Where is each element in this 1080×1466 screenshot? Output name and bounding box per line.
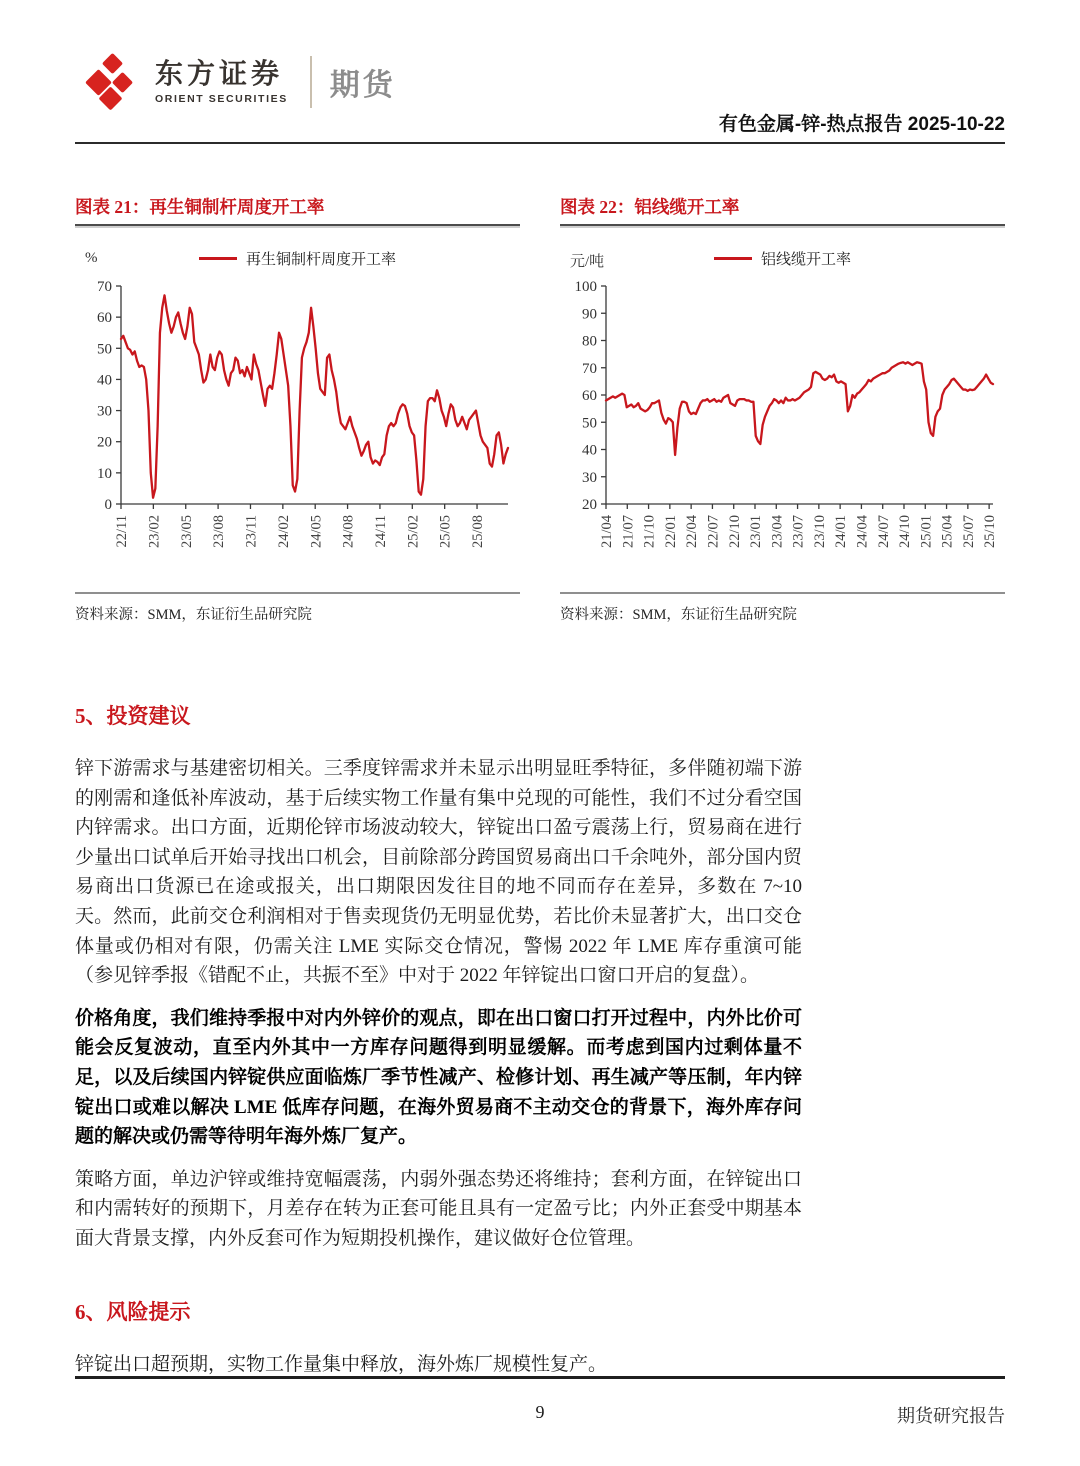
figure22-unit-label: 元/吨 <box>570 254 605 270</box>
section5-paragraph-3: 策略方面，单边沪锌或维持宽幅震荡，内弱外强态势还将维持；套利方面，在锌锭出口和内需转好的预期下，月差存在转为正套可能且具有一定盈亏比；内外正套受中期基本面大背景支撑，内外反套可作为短期投机操作，建议做好仓位管理。 <box>75 1168 802 1249</box>
x-tick-label: 21/10 <box>641 515 658 549</box>
y-tick-label: 70 <box>582 360 597 377</box>
x-tick-label: 25/07 <box>960 515 977 549</box>
x-tick-label: 22/01 <box>662 515 679 549</box>
brand-divider <box>310 56 312 108</box>
y-tick-label: 30 <box>582 469 597 486</box>
figure22-plot-head <box>560 248 1005 274</box>
x-tick-label: 23/10 <box>811 515 828 549</box>
section6-paragraph-1: 锌锭出口超预期，实物工作量集中释放，海外炼厂规模性复产。 <box>75 1353 608 1375</box>
x-tick-label: 22/07 <box>705 515 722 549</box>
x-tick-label: 25/04 <box>939 515 956 549</box>
y-tick-label: 10 <box>97 465 112 482</box>
y-tick-label: 90 <box>582 306 597 323</box>
logo-english-name: ORIENT SECURITIES <box>155 92 288 105</box>
division-label: 期货 <box>329 69 396 102</box>
figure21-legend <box>199 248 396 269</box>
y-tick-label: 80 <box>582 333 597 350</box>
section6-heading: 6、风险提示 <box>75 1299 191 1324</box>
x-tick-label: 24/05 <box>308 515 325 549</box>
figure21-plot-head <box>75 248 520 274</box>
legend-line-swatch <box>714 257 752 261</box>
chart-panel-fig21 <box>75 194 520 624</box>
x-tick-label: 23/07 <box>790 515 807 549</box>
y-tick-label: 30 <box>97 403 112 420</box>
x-tick-label: 23/11 <box>243 515 260 548</box>
x-tick-label: 24/01 <box>833 515 850 549</box>
section5-paragraph-1: 锌下游需求与基建密切相关。三季度锌需求并未显示出明显旺季特征，多伴随初端下游的刚需和逢低补库波动，基于后续实物工作量有集中兑现的可能性，我们不过分看空国内锌需求。出口方面，近期伦锌市场波动较大，锌锭出口盈亏震荡上行，贸易商在进行少量出口试单后开始寻找出口机会，目前除部分跨国贸易商出口千余吨外，部分国内贸易商出口货源已在途或报关，出口期限因发往目的地不同而存在差异，多数在 7~10 天。然而，此前交仓利润相对于售卖现货仍无明显优势，若比价未显著扩大，出口交仓体量或仍相对有限，仍需关注 LME 实际交仓情况，警惕 2022 年 LME 库存重演可能（参见锌季报《错配不止，共振不至》中对于 2022 年锌锭出口窗口开启的复盘）。 <box>75 758 802 987</box>
page-number: 9 <box>535 1402 545 1422</box>
x-tick-label: 25/08 <box>470 515 487 549</box>
section5-paragraph-2: 价格角度，我们维持季报中对内外锌价的观点，即在出口窗口打开过程中，内外比价可能会反复波动，直至内外其中一方库存问题得到明显缓解。而考虑到国内过剩体量不足，以及后续国内锌锭供应面临炼厂季节性减产、检修计划、再生减产等压制，年内锌锭出口或难以解决 LME 低库存问题，在海外贸易商不主动交仓的背景下，海外库存问题的解决或仍需等待明年海外炼厂复产。 <box>75 1007 802 1148</box>
section5-heading: 5、投资建议 <box>75 704 191 728</box>
figure21-legend-label: 再生铜制杆周度开工率 <box>245 252 396 268</box>
figure22-source-note: 资料来源：SMM，东证衍生品研究院 <box>560 592 1005 624</box>
x-tick-label: 24/10 <box>897 515 914 549</box>
logo-text <box>155 59 288 105</box>
figure21-unit-label: % <box>85 250 98 266</box>
y-tick-label: 60 <box>582 388 597 404</box>
x-tick-label: 23/04 <box>769 515 786 549</box>
figure22-legend-label: 铝线缆开工率 <box>760 252 851 268</box>
x-tick-label: 25/05 <box>437 515 454 549</box>
x-tick-label: 23/02 <box>146 515 163 549</box>
x-tick-label: 21/04 <box>599 515 616 549</box>
y-tick-label: 70 <box>97 279 112 295</box>
chart-panel-fig22 <box>560 194 1005 624</box>
x-tick-label: 22/10 <box>726 515 743 549</box>
body-text <box>75 700 802 1392</box>
figure21-title: 图表 21：再生铜制杆周度开工率 <box>75 197 325 217</box>
page-header <box>75 50 1005 144</box>
figure21-line-chart <box>75 276 520 588</box>
x-tick-label: 22/04 <box>684 515 701 549</box>
footer-row <box>75 1402 1005 1432</box>
charts-row <box>75 194 1005 624</box>
x-tick-label: 24/02 <box>275 515 292 549</box>
x-tick-label: 22/11 <box>114 515 131 548</box>
logo-chinese-name: 东方证券 <box>155 58 284 90</box>
y-tick-label: 100 <box>574 279 597 295</box>
y-tick-label: 60 <box>97 310 112 327</box>
y-tick-label: 50 <box>582 415 597 432</box>
figure22-title: 图表 22：铝线缆开工率 <box>560 197 740 217</box>
figure22-line-chart <box>560 276 1005 588</box>
footer-rule <box>75 1376 1005 1379</box>
x-tick-label: 24/08 <box>340 515 357 549</box>
figure22-legend <box>714 248 851 269</box>
x-tick-label: 23/01 <box>748 515 765 549</box>
report-type-label: 期货研究报告 <box>897 1406 1005 1426</box>
figure21-title-rule <box>75 224 520 226</box>
figure22-title-rule <box>560 224 1005 226</box>
report-title: 有色金属-锌-热点报告 2025-10-22 <box>718 114 1005 135</box>
x-tick-label: 25/01 <box>918 515 935 549</box>
series-line <box>606 362 993 455</box>
y-tick-label: 50 <box>97 341 112 358</box>
brand-block <box>85 54 396 110</box>
orient-securities-logo-icon <box>85 54 141 110</box>
x-tick-label: 24/07 <box>875 515 892 549</box>
x-tick-label: 23/05 <box>178 515 195 549</box>
x-tick-label: 24/04 <box>854 515 871 549</box>
series-line <box>121 295 508 497</box>
figure21-source-note: 资料来源：SMM，东证衍生品研究院 <box>75 592 520 624</box>
x-tick-label: 21/07 <box>620 515 637 549</box>
y-tick-label: 20 <box>582 497 597 513</box>
y-tick-label: 20 <box>97 434 112 451</box>
x-tick-label: 25/02 <box>405 515 422 549</box>
y-tick-label: 40 <box>97 372 112 389</box>
x-tick-label: 23/08 <box>211 515 228 549</box>
y-tick-label: 40 <box>582 442 597 459</box>
x-tick-label: 25/10 <box>982 515 999 549</box>
legend-line-swatch <box>199 257 237 261</box>
x-tick-label: 24/11 <box>373 515 390 548</box>
y-tick-label: 0 <box>104 497 112 513</box>
